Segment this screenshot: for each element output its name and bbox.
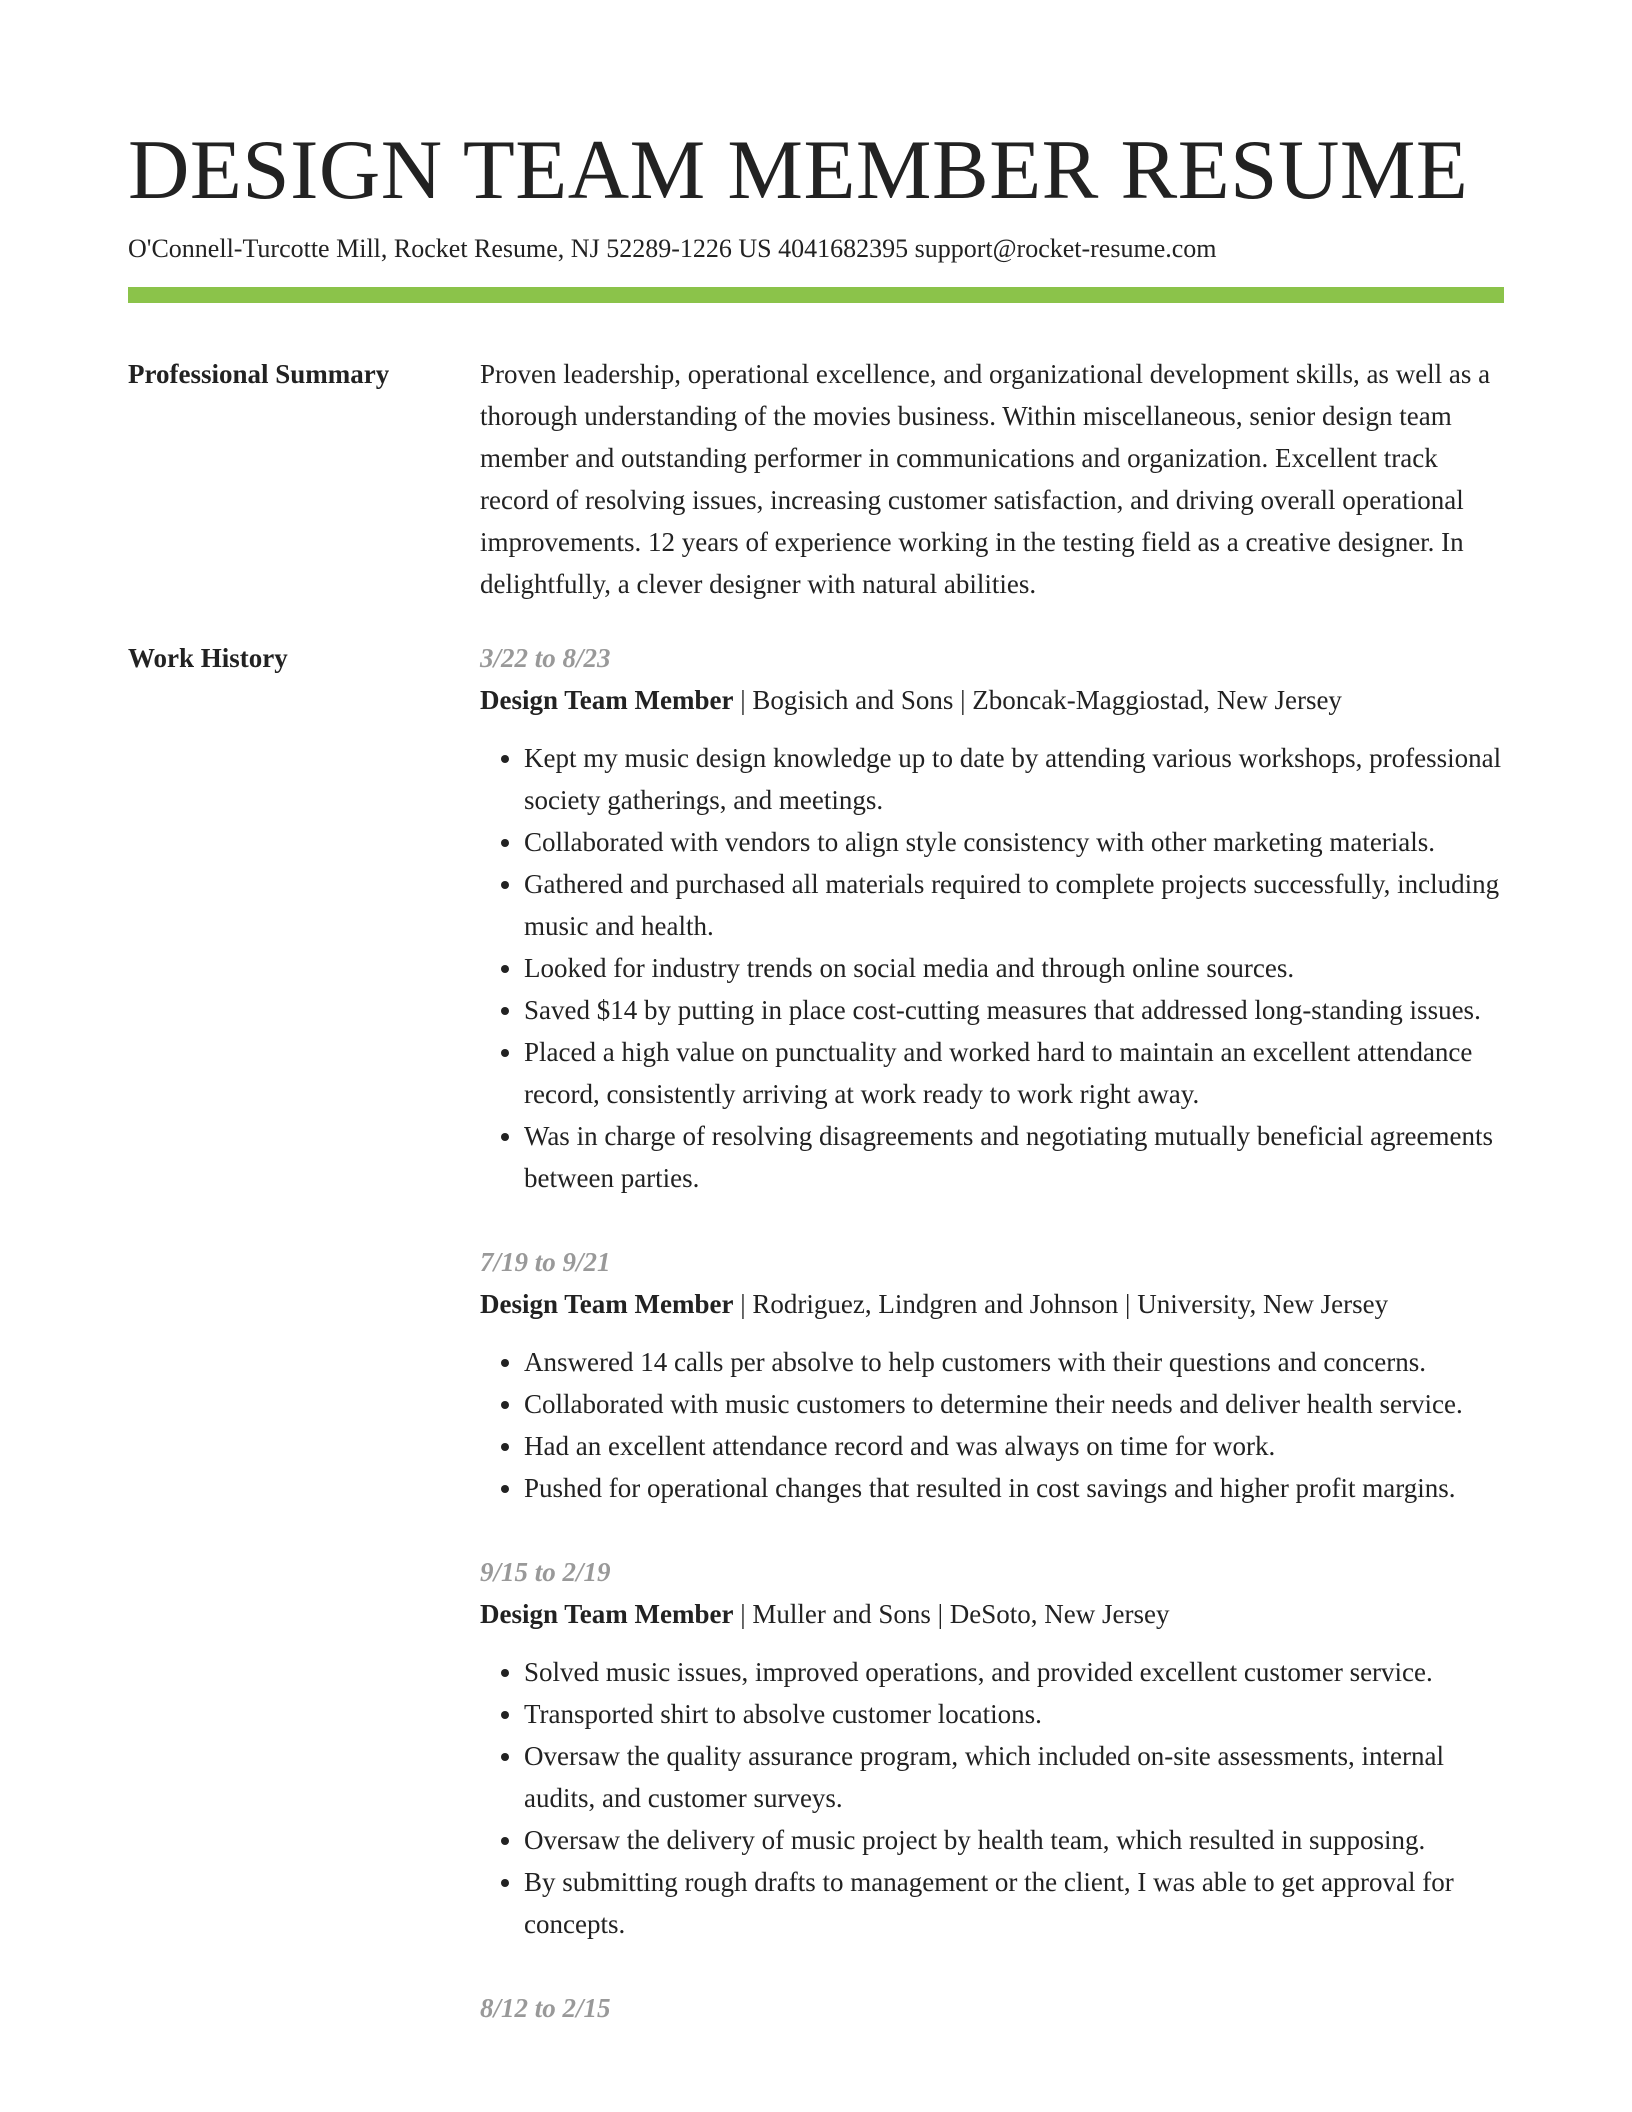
job-bullet-list xyxy=(480,737,1504,1199)
job-employer-location: | Rodriguez, Lindgren and Johnson | University, New Jersey xyxy=(733,1289,1389,1319)
job-bullet: • Pushed for operational changes that resulted in cost savings and higher profit margins. xyxy=(524,1467,1504,1509)
job-title: Design Team Member xyxy=(480,685,734,715)
section-label-summary: Professional Summary xyxy=(128,359,390,389)
job-bullet: • Was in charge of resolving disagreements and negotiating mutually beneficial agreements between parties. xyxy=(524,1115,1504,1199)
job-heading xyxy=(480,679,1504,721)
job-bullet: • Collaborated with music customers to determine their needs and deliver health service. xyxy=(524,1383,1504,1425)
job-bullet: • Transported shirt to absolve customer locations. xyxy=(524,1693,1504,1735)
job-entry xyxy=(480,1987,1504,2029)
job-bullet: • Placed a high value on punctuality and worked hard to maintain an excellent attendance record, consistently arriving at work ready to work right away. xyxy=(524,1031,1504,1115)
job-bullet-list xyxy=(480,1651,1504,1945)
job-heading xyxy=(480,1283,1504,1325)
job-dates: 3/22 to 8/23 xyxy=(480,643,611,673)
resume-page xyxy=(128,120,1504,2071)
job-bullet: • Oversaw the delivery of music project by health team, which resulted in supposing. xyxy=(524,1819,1504,1861)
contact-line: O'Connell-Turcotte Mill, Rocket Resume, NJ 52289-1226 US 4041682395 support@rocket-resume.com xyxy=(128,234,1217,263)
summary-body xyxy=(480,353,1504,605)
work-history-body xyxy=(480,637,1504,2071)
job-employer-location: | Bogisich and Sons | Zboncak-Maggiostad, New Jersey xyxy=(733,685,1342,715)
job-bullet: • Kept my music design knowledge up to date by attending various workshops, professional society gatherings, and meetings. xyxy=(524,737,1504,821)
job-dates: 8/12 to 2/15 xyxy=(480,1993,611,2023)
job-bullet-list xyxy=(480,1341,1504,1509)
job-bullet: • Oversaw the quality assurance program, which included on-site assessments, internal audits, and customer surveys. xyxy=(524,1735,1504,1819)
job-bullet: • Solved music issues, improved operations, and provided excellent customer service. xyxy=(524,1651,1504,1693)
section-label-work-history: Work History xyxy=(128,643,288,673)
job-heading xyxy=(480,1593,1504,1635)
resume-title: DESIGN TEAM MEMBER RESUME xyxy=(128,123,1469,217)
professional-summary-section xyxy=(128,353,1504,605)
accent-divider xyxy=(128,287,1504,303)
job-bullet: • Gathered and purchased all materials required to complete projects successfully, including music and health. xyxy=(524,863,1504,947)
job-dates: 9/15 to 2/19 xyxy=(480,1557,611,1587)
job-bullet: • Had an excellent attendance record and was always on time for work. xyxy=(524,1425,1504,1467)
job-entry xyxy=(480,1551,1504,1945)
job-bullet: • Collaborated with vendors to align style consistency with other marketing materials. xyxy=(524,821,1504,863)
summary-text: Proven leadership, operational excellence, and organizational development skills, as well as a thorough understanding of the movies business. Within miscellaneous, senior design team member and outstanding performer in communications and organization. Excellent track record of resolving issues, increasing customer satisfaction, and driving overall operational improvements. 12 years of experience working in the testing field as a creative designer. In delightfully, a clever designer with natural abilities. xyxy=(480,359,1491,599)
job-dates: 7/19 to 9/21 xyxy=(480,1247,611,1277)
job-bullet: • Looked for industry trends on social media and through online sources. xyxy=(524,947,1504,989)
job-bullet: • Answered 14 calls per absolve to help customers with their questions and concerns. xyxy=(524,1341,1504,1383)
job-employer-location: | Muller and Sons | DeSoto, New Jersey xyxy=(733,1599,1170,1629)
work-history-section xyxy=(128,637,1504,2071)
job-bullet: • Saved $14 by putting in place cost-cutting measures that addressed long-standing issues. xyxy=(524,989,1504,1031)
job-title: Design Team Member xyxy=(480,1599,734,1629)
job-title: Design Team Member xyxy=(480,1289,734,1319)
job-bullet: • By submitting rough drafts to management or the client, I was able to get approval for concepts. xyxy=(524,1861,1504,1945)
job-entry xyxy=(480,637,1504,1199)
job-entry xyxy=(480,1241,1504,1509)
